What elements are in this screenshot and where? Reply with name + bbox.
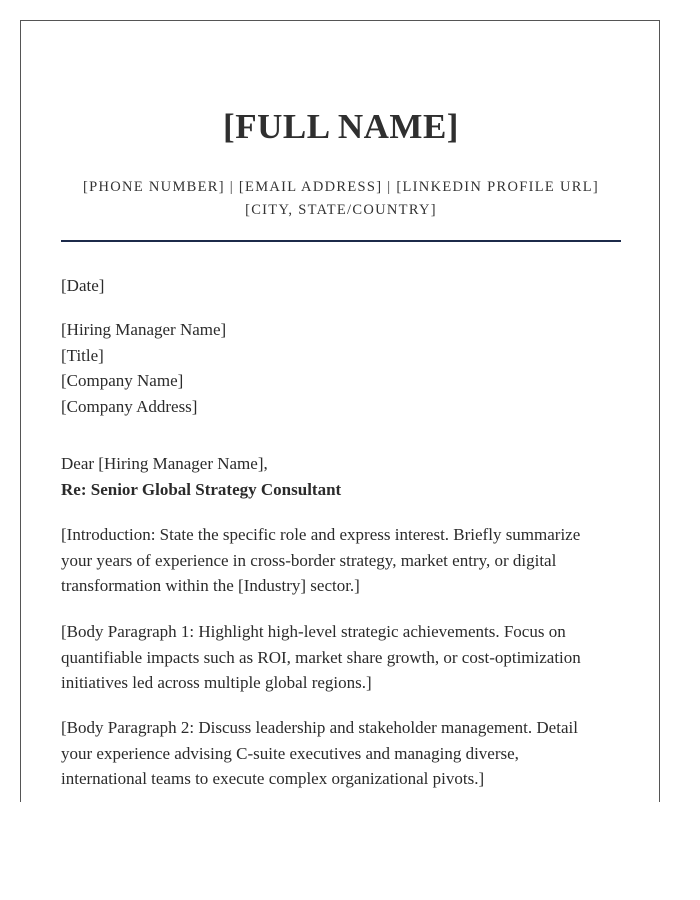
recipient-block [61, 317, 621, 419]
paragraph-line: [Body Paragraph 2: Discuss leadership and stakeholder management. Detail [61, 718, 578, 737]
recipient-hiring-manager: [Hiring Manager Name] [61, 320, 227, 339]
recipient-company-address: [Company Address] [61, 396, 198, 416]
paragraph-line: [Body Paragraph 1: Highlight high-level strategic achievements. Focus on [61, 622, 566, 641]
paragraph-line: your experience advising C-suite executives and managing diverse, [61, 743, 519, 763]
body-paragraph-1 [61, 619, 621, 696]
contact-line-2: [CITY, STATE/COUNTRY] [245, 202, 437, 218]
paragraph-line: quantifiable impacts such as ROI, market share growth, or cost-optimization [61, 647, 581, 667]
header-divider [61, 240, 621, 242]
body-paragraph-2 [61, 715, 621, 792]
paragraph-line: [Introduction: State the specific role and express interest. Briefly summarize [61, 525, 581, 544]
full-name-heading: [FULL NAME] [223, 107, 459, 146]
recipient-company-name: [Company Name] [61, 371, 184, 390]
document-page [20, 20, 660, 802]
introduction-paragraph [61, 522, 621, 599]
salutation: Dear [Hiring Manager Name], [61, 454, 268, 473]
contact-info [21, 176, 661, 222]
salutation-block [61, 451, 621, 502]
subject-line: Re: Senior Global Strategy Consultant [61, 479, 342, 499]
paragraph-line: initiatives led across multiple global regions.] [61, 673, 372, 692]
paragraph-line: transformation within the [Industry] sector.] [61, 576, 360, 595]
letter-date: [Date] [61, 276, 105, 295]
paragraph-line: international teams to execute complex organizational pivots.] [61, 769, 485, 788]
paragraph-line: your years of experience in cross-border strategy, market entry, or digital [61, 550, 557, 570]
recipient-title: [Title] [61, 345, 104, 365]
contact-line-1: [PHONE NUMBER] | [EMAIL ADDRESS] | [LINKEDIN PROFILE URL] [83, 179, 599, 195]
